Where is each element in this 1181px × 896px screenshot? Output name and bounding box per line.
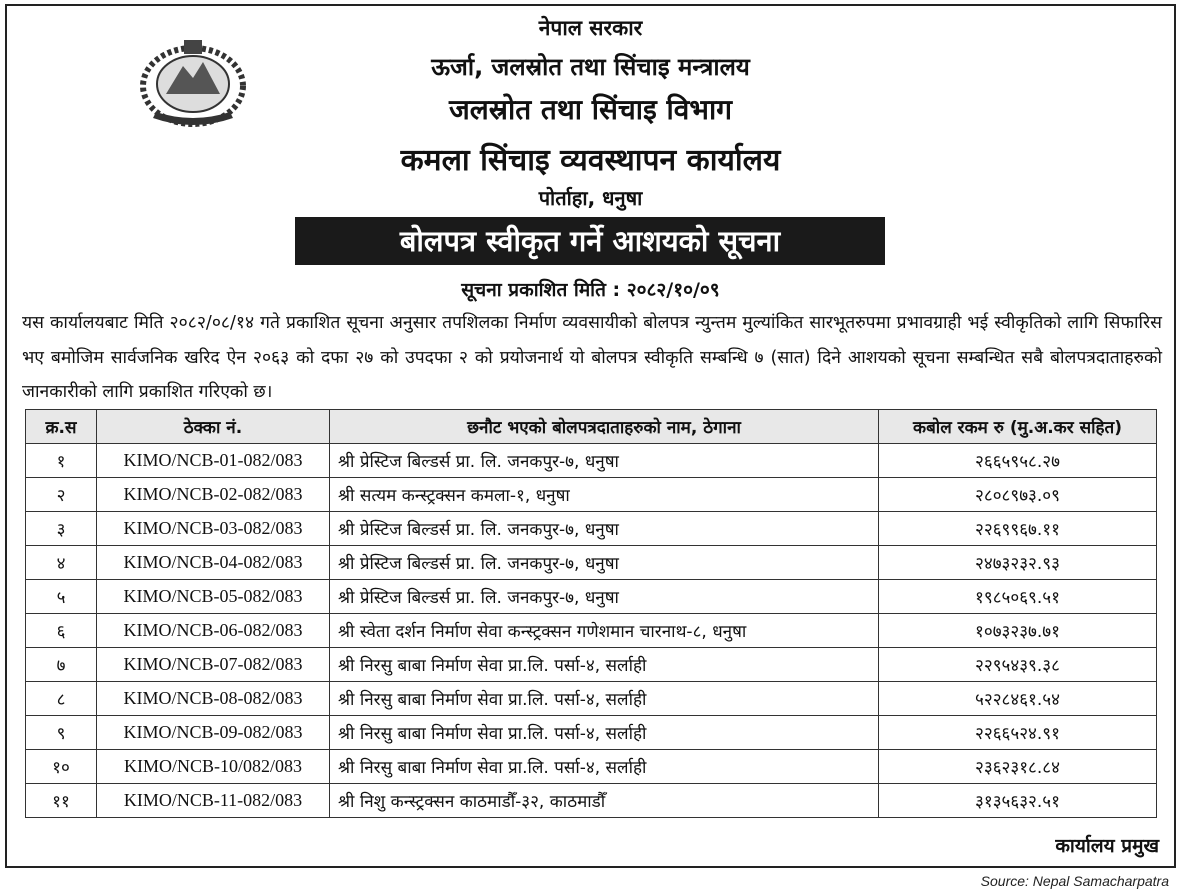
cell-bidder: श्री प्रेस्टिज बिल्डर्स प्रा. लि. जनकपुर-७, धनुषा: [330, 580, 879, 614]
signature-office-chief: कार्यालय प्रमुख: [1055, 835, 1159, 857]
col-sn: क्र.स: [26, 410, 97, 444]
cell-bidder: श्री स्वेता दर्शन निर्माण सेवा कन्स्ट्रक्सन गणेशमान चारनाथ-८, धनुषा: [330, 614, 879, 648]
table-header-row: [26, 410, 1157, 444]
cell-contract-no: KIMO/NCB-11-082/083: [97, 784, 330, 818]
cell-bidder: श्री निरसु बाबा निर्माण सेवा प्रा.लि. पर्सा-४, सर्लाही: [330, 648, 879, 682]
cell-amount: ५२२८४६१.५४: [879, 682, 1157, 716]
cell-bidder: श्री प्रेस्टिज बिल्डर्स प्रा. लि. जनकपुर-७, धनुषा: [330, 512, 879, 546]
table-row: [26, 614, 1157, 648]
table-row: [26, 478, 1157, 512]
notice-body: यस कार्यालयबाट मिति २०८२/०८/१४ गते प्रकाशित सूचना अनुसार तपशिलका निर्माण व्यवसायीको बोलपत्र न्युन्तम मुल्यांकित सारभूतरुपमा प्रभावग्राही भई स्वीकृतिको लागि सिफारिस भए बमोजिम सार्वजनिक खरिद ऐन २०६३ को दफा २७ को उपदफा २ को प्रयोजनार्थ यो बोलपत्र स्वीकृति सम्बन्धि ७ (सात) दिने आशयको सूचना सम्बन्धित सबै बोलपत्रदाताहरुको जानकारीको लागि प्रकाशित गरिएको छ।: [22, 313, 1162, 402]
publish-date: सूचना प्रकाशित मिति : २०८२/१०/०९: [461, 279, 720, 301]
cell-amount: २२६६५२४.९१: [879, 716, 1157, 750]
cell-amount: १०७३२३७.७१: [879, 614, 1157, 648]
table-row: [26, 784, 1157, 818]
cell-bidder: श्री निरसु बाबा निर्माण सेवा प्रा.लि. पर्सा-४, सर्लाही: [330, 682, 879, 716]
cell-contract-no: KIMO/NCB-04-082/083: [97, 546, 330, 580]
cell-amount: २६६५९५८.२७: [879, 444, 1157, 478]
cell-contract-no: KIMO/NCB-09-082/083: [97, 716, 330, 750]
cell-bidder: श्री निशु कन्स्ट्रक्सन काठमाडौँ-३२, काठमाडौँ: [330, 784, 879, 818]
cell-contract-no: KIMO/NCB-02-082/083: [97, 478, 330, 512]
cell-sn: १: [26, 444, 97, 478]
table-row: [26, 716, 1157, 750]
cell-sn: ६: [26, 614, 97, 648]
cell-bidder: श्री निरसु बाबा निर्माण सेवा प्रा.लि. पर्सा-४, सर्लाही: [330, 716, 879, 750]
table-row: [26, 512, 1157, 546]
cell-sn: ९: [26, 716, 97, 750]
cell-sn: ११: [26, 784, 97, 818]
cell-contract-no: KIMO/NCB-01-082/083: [97, 444, 330, 478]
col-amount: कबोल रकम रु (मु.अ.कर सहित): [879, 410, 1157, 444]
cell-amount: २२६९९६७.११: [879, 512, 1157, 546]
notice-title: बोलपत्र स्वीकृत गर्ने आशयको सूचना: [295, 217, 885, 265]
col-bidder: छनौट भएको बोलपत्रदाताहरुको नाम, ठेगाना: [330, 410, 879, 444]
cell-amount: ३१३५६३२.५१: [879, 784, 1157, 818]
cell-amount: १९८५०६९.५१: [879, 580, 1157, 614]
cell-contract-no: KIMO/NCB-07-082/083: [97, 648, 330, 682]
header-location: पोर्ताहा, धनुषा: [538, 186, 643, 210]
table-row: [26, 546, 1157, 580]
cell-sn: ८: [26, 682, 97, 716]
cell-sn: ४: [26, 546, 97, 580]
table-row: [26, 648, 1157, 682]
cell-sn: ५: [26, 580, 97, 614]
table-row: [26, 444, 1157, 478]
header-ministry: ऊर्जा, जलस्रोत तथा सिंचाइ मन्त्रालय: [431, 53, 750, 81]
cell-bidder: श्री निरसु बाबा निर्माण सेवा प्रा.लि. पर्सा-४, सर्लाही: [330, 750, 879, 784]
table-row: [26, 750, 1157, 784]
cell-sn: २: [26, 478, 97, 512]
cell-contract-no: KIMO/NCB-03-082/083: [97, 512, 330, 546]
cell-contract-no: KIMO/NCB-06-082/083: [97, 614, 330, 648]
cell-contract-no: KIMO/NCB-05-082/083: [97, 580, 330, 614]
cell-sn: १०: [26, 750, 97, 784]
cell-sn: ३: [26, 512, 97, 546]
header-department: जलस्रोत तथा सिंचाइ विभाग: [448, 93, 732, 126]
cell-sn: ७: [26, 648, 97, 682]
col-contract-no: ठेक्का नं.: [97, 410, 330, 444]
cell-bidder: श्री प्रेस्टिज बिल्डर्स प्रा. लि. जनकपुर-७, धनुषा: [330, 444, 879, 478]
cell-amount: २३६२३१८.८४: [879, 750, 1157, 784]
cell-contract-no: KIMO/NCB-10/082/083: [97, 750, 330, 784]
cell-bidder: श्री प्रेस्टिज बिल्डर्स प्रा. लि. जनकपुर-७, धनुषा: [330, 546, 879, 580]
cell-amount: २४७३२३२.९३: [879, 546, 1157, 580]
cell-bidder: श्री सत्यम कन्स्ट्रक्सन कमला-१, धनुषा: [330, 478, 879, 512]
header-government: नेपाल सरकार: [538, 16, 643, 40]
cell-amount: २८०८९७३.०९: [879, 478, 1157, 512]
source-credit: Source: Nepal Samacharpatra: [980, 873, 1169, 889]
table-row: [26, 682, 1157, 716]
header-office: कमला सिंचाइ व्यवस्थापन कार्यालय: [400, 143, 781, 178]
cell-amount: २२९५४३९.३८: [879, 648, 1157, 682]
table-row: [26, 580, 1157, 614]
bid-table: [25, 409, 1157, 818]
cell-contract-no: KIMO/NCB-08-082/083: [97, 682, 330, 716]
